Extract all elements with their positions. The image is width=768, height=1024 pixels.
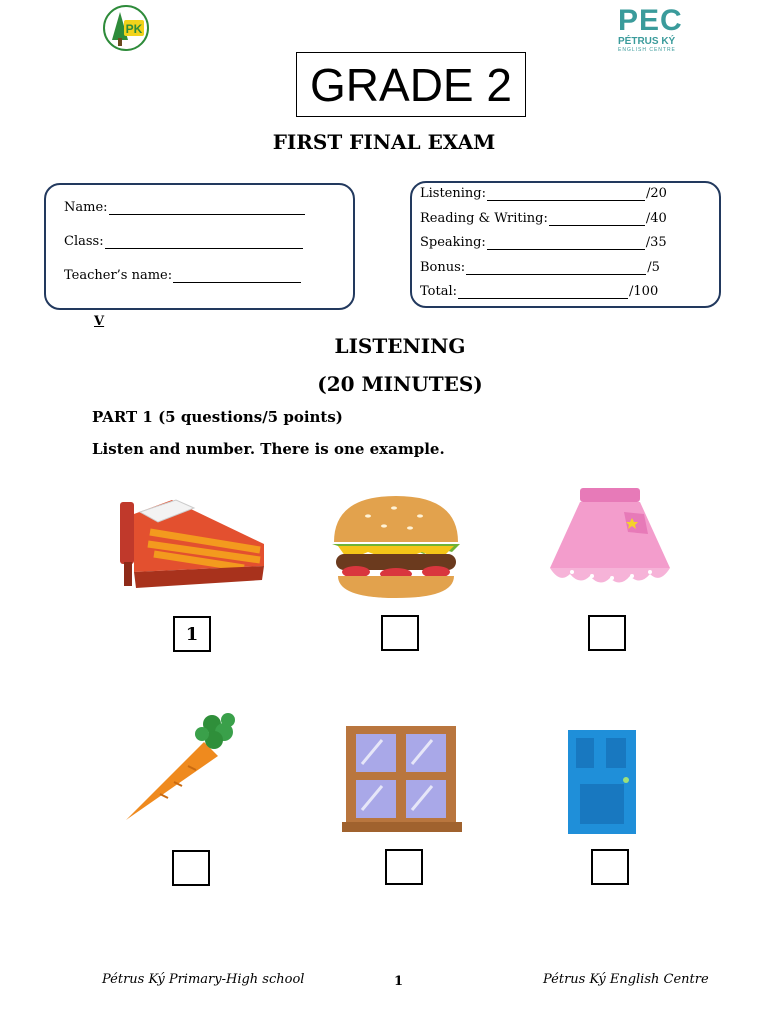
school-logo-text: PK (125, 22, 143, 36)
answer-box-6[interactable] (591, 849, 629, 885)
class-row (64, 215, 353, 249)
score-field[interactable] (549, 214, 645, 226)
section-duration: (20 MINUTES) (317, 372, 483, 396)
score-label: Listening: (420, 186, 486, 201)
score-max: /20 (645, 186, 667, 201)
class-label: Class: (64, 234, 104, 249)
window-icon (342, 724, 464, 836)
section-title: LISTENING (334, 334, 466, 358)
bed-icon (114, 492, 270, 592)
teacher-label: Teacher’s name: (64, 268, 173, 283)
pec-logo-small: ENGLISH CENTRE (618, 47, 676, 53)
score-max: /100 (629, 284, 659, 299)
pec-logo (618, 6, 694, 58)
score-box (410, 181, 721, 308)
name-row (64, 191, 353, 215)
name-field[interactable] (109, 203, 305, 215)
burger-icon (328, 490, 464, 604)
score-label: Reading & Writing: (420, 210, 548, 226)
score-label: Total: (420, 284, 458, 299)
carrot-icon (118, 710, 242, 824)
score-field[interactable] (458, 287, 628, 299)
teacher-field[interactable] (173, 271, 301, 283)
answer-box-5[interactable] (385, 849, 423, 885)
score-max: /40 (645, 210, 667, 226)
answer-box-4[interactable] (172, 850, 210, 886)
door-icon (566, 728, 638, 836)
score-label: Bonus: (420, 259, 466, 275)
answer-box-1[interactable]: 1 (173, 616, 211, 652)
v-mark: V (94, 314, 105, 329)
answer-box-2[interactable] (381, 615, 419, 651)
grade-title: GRADE 2 (296, 52, 526, 117)
score-row-reading (420, 201, 719, 226)
part-title: PART 1 (5 questions/5 points) (92, 408, 343, 426)
teacher-row (64, 249, 353, 283)
student-info-box (44, 183, 355, 310)
footer-right: Pétrus Ký English Centre (543, 972, 709, 987)
score-field[interactable] (487, 238, 645, 250)
score-field[interactable] (487, 189, 645, 201)
school-logo (100, 4, 152, 56)
page-number: 1 (394, 974, 404, 989)
pec-logo-sub: PÉTRUS KÝ (618, 36, 676, 47)
footer-left: Pétrus Ký Primary-High school (102, 972, 305, 987)
score-row-speaking (420, 226, 719, 251)
skirt-icon (544, 484, 676, 600)
class-field[interactable] (105, 237, 303, 249)
score-max: /5 (647, 259, 660, 275)
score-row-total (420, 275, 719, 300)
score-label: Speaking: (420, 235, 486, 250)
score-row-bonus (420, 250, 719, 275)
exam-title: FIRST FINAL EXAM (272, 130, 496, 154)
name-label: Name: (64, 200, 108, 215)
score-field[interactable] (466, 263, 646, 275)
part-instruction: Listen and number. There is one example. (92, 440, 445, 458)
answer-box-3[interactable] (588, 615, 626, 651)
score-max: /35 (645, 235, 667, 250)
pec-logo-main: PEC (618, 4, 683, 37)
score-row-listening (420, 187, 719, 201)
